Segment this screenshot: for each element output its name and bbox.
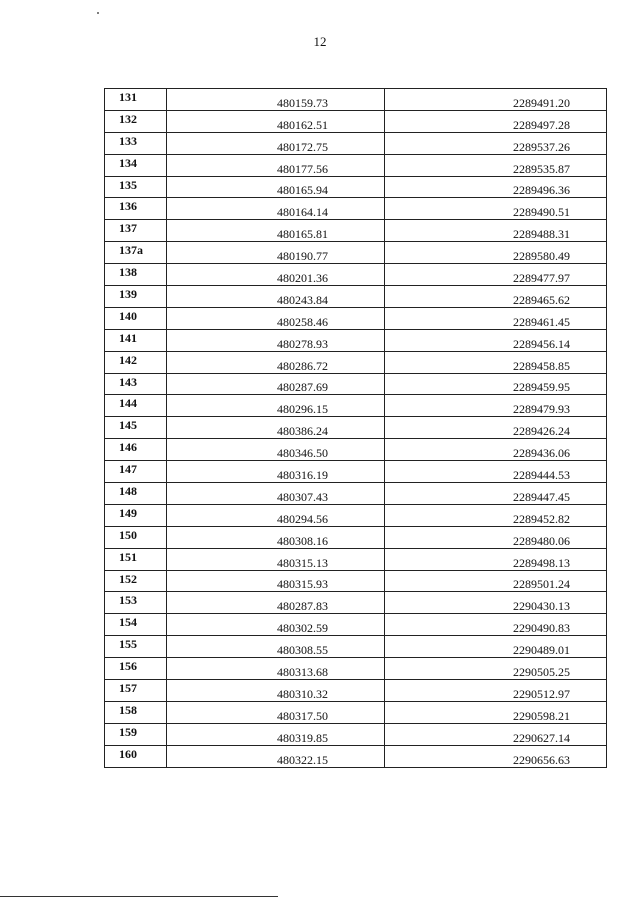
point-number: 134 bbox=[105, 154, 167, 176]
point-number: 137 bbox=[105, 220, 167, 242]
x-coordinate: 480287.69 bbox=[167, 373, 385, 395]
point-number: 148 bbox=[105, 483, 167, 505]
y-coordinate: 2289498.13 bbox=[385, 548, 607, 570]
point-number: 135 bbox=[105, 176, 167, 198]
y-coordinate: 2289426.24 bbox=[385, 417, 607, 439]
table-row bbox=[105, 242, 607, 264]
table-row bbox=[105, 89, 607, 111]
point-number: 154 bbox=[105, 614, 167, 636]
point-number: 145 bbox=[105, 417, 167, 439]
table-row bbox=[105, 526, 607, 548]
y-coordinate: 2289580.49 bbox=[385, 242, 607, 264]
table-row bbox=[105, 395, 607, 417]
table-row bbox=[105, 658, 607, 680]
x-coordinate: 480308.16 bbox=[167, 526, 385, 548]
y-coordinate: 2289496.36 bbox=[385, 176, 607, 198]
point-number: 137a bbox=[105, 242, 167, 264]
x-coordinate: 480177.56 bbox=[167, 154, 385, 176]
x-coordinate: 480346.50 bbox=[167, 439, 385, 461]
x-coordinate: 480287.83 bbox=[167, 592, 385, 614]
x-coordinate: 480294.56 bbox=[167, 504, 385, 526]
table-row bbox=[105, 351, 607, 373]
table-row bbox=[105, 570, 607, 592]
coordinates-table-body bbox=[105, 89, 607, 768]
x-coordinate: 480386.24 bbox=[167, 417, 385, 439]
y-coordinate: 2290430.13 bbox=[385, 592, 607, 614]
point-number: 152 bbox=[105, 570, 167, 592]
table-row bbox=[105, 417, 607, 439]
x-coordinate: 480317.50 bbox=[167, 701, 385, 723]
point-number: 153 bbox=[105, 592, 167, 614]
y-coordinate: 2290598.21 bbox=[385, 701, 607, 723]
table-row bbox=[105, 636, 607, 658]
table-row bbox=[105, 154, 607, 176]
point-number: 133 bbox=[105, 132, 167, 154]
point-number: 150 bbox=[105, 526, 167, 548]
y-coordinate: 2289537.26 bbox=[385, 132, 607, 154]
point-number: 151 bbox=[105, 548, 167, 570]
x-coordinate: 480201.36 bbox=[167, 264, 385, 286]
point-number: 141 bbox=[105, 329, 167, 351]
table-row bbox=[105, 483, 607, 505]
x-coordinate: 480313.68 bbox=[167, 658, 385, 680]
x-coordinate: 480286.72 bbox=[167, 351, 385, 373]
point-number: 131 bbox=[105, 89, 167, 111]
table-row bbox=[105, 548, 607, 570]
y-coordinate: 2289447.45 bbox=[385, 483, 607, 505]
table-row bbox=[105, 220, 607, 242]
y-coordinate: 2289479.93 bbox=[385, 395, 607, 417]
point-number: 132 bbox=[105, 110, 167, 132]
point-number: 144 bbox=[105, 395, 167, 417]
point-number: 156 bbox=[105, 658, 167, 680]
x-coordinate: 480162.51 bbox=[167, 110, 385, 132]
y-coordinate: 2290490.83 bbox=[385, 614, 607, 636]
y-coordinate: 2290512.97 bbox=[385, 680, 607, 702]
point-number: 149 bbox=[105, 504, 167, 526]
table-row bbox=[105, 307, 607, 329]
point-number: 160 bbox=[105, 745, 167, 767]
point-number: 158 bbox=[105, 701, 167, 723]
x-coordinate: 480308.55 bbox=[167, 636, 385, 658]
table-row bbox=[105, 198, 607, 220]
y-coordinate: 2290627.14 bbox=[385, 723, 607, 745]
y-coordinate: 2289491.20 bbox=[385, 89, 607, 111]
y-coordinate: 2290489.01 bbox=[385, 636, 607, 658]
point-number: 155 bbox=[105, 636, 167, 658]
table-row bbox=[105, 132, 607, 154]
point-number: 159 bbox=[105, 723, 167, 745]
table-row bbox=[105, 373, 607, 395]
table-row bbox=[105, 592, 607, 614]
table-row bbox=[105, 701, 607, 723]
y-coordinate: 2289436.06 bbox=[385, 439, 607, 461]
x-coordinate: 480278.93 bbox=[167, 329, 385, 351]
table-row bbox=[105, 461, 607, 483]
y-coordinate: 2289459.95 bbox=[385, 373, 607, 395]
x-coordinate: 480315.13 bbox=[167, 548, 385, 570]
table-row bbox=[105, 286, 607, 308]
y-coordinate: 2289461.45 bbox=[385, 307, 607, 329]
x-coordinate: 480165.81 bbox=[167, 220, 385, 242]
point-number: 140 bbox=[105, 307, 167, 329]
table-row bbox=[105, 110, 607, 132]
point-number: 142 bbox=[105, 351, 167, 373]
point-number: 138 bbox=[105, 264, 167, 286]
x-coordinate: 480307.43 bbox=[167, 483, 385, 505]
y-coordinate: 2289477.97 bbox=[385, 264, 607, 286]
x-coordinate: 480315.93 bbox=[167, 570, 385, 592]
x-coordinate: 480243.84 bbox=[167, 286, 385, 308]
y-coordinate: 2289535.87 bbox=[385, 154, 607, 176]
table-row bbox=[105, 329, 607, 351]
scan-speck bbox=[97, 12, 99, 14]
y-coordinate: 2289488.31 bbox=[385, 220, 607, 242]
coordinates-table bbox=[104, 88, 607, 768]
x-coordinate: 480316.19 bbox=[167, 461, 385, 483]
table-row bbox=[105, 723, 607, 745]
point-number: 143 bbox=[105, 373, 167, 395]
y-coordinate: 2289465.62 bbox=[385, 286, 607, 308]
point-number: 147 bbox=[105, 461, 167, 483]
x-coordinate: 480310.32 bbox=[167, 680, 385, 702]
y-coordinate: 2289456.14 bbox=[385, 329, 607, 351]
page-number: 12 bbox=[313, 34, 327, 49]
y-coordinate: 2289458.85 bbox=[385, 351, 607, 373]
table-row bbox=[105, 439, 607, 461]
table-row bbox=[105, 614, 607, 636]
y-coordinate: 2289497.28 bbox=[385, 110, 607, 132]
y-coordinate: 2289480.06 bbox=[385, 526, 607, 548]
x-coordinate: 480164.14 bbox=[167, 198, 385, 220]
y-coordinate: 2289452.82 bbox=[385, 504, 607, 526]
point-number: 157 bbox=[105, 680, 167, 702]
y-coordinate: 2290505.25 bbox=[385, 658, 607, 680]
y-coordinate: 2289444.53 bbox=[385, 461, 607, 483]
y-coordinate: 2289490.51 bbox=[385, 198, 607, 220]
x-coordinate: 480302.59 bbox=[167, 614, 385, 636]
footer-rule bbox=[0, 896, 278, 897]
x-coordinate: 480165.94 bbox=[167, 176, 385, 198]
x-coordinate: 480190.77 bbox=[167, 242, 385, 264]
x-coordinate: 480159.73 bbox=[167, 89, 385, 111]
x-coordinate: 480296.15 bbox=[167, 395, 385, 417]
x-coordinate: 480258.46 bbox=[167, 307, 385, 329]
table-row bbox=[105, 504, 607, 526]
table-row bbox=[105, 680, 607, 702]
point-number: 139 bbox=[105, 286, 167, 308]
table-row bbox=[105, 264, 607, 286]
table-row bbox=[105, 745, 607, 767]
point-number: 146 bbox=[105, 439, 167, 461]
x-coordinate: 480319.85 bbox=[167, 723, 385, 745]
point-number: 136 bbox=[105, 198, 167, 220]
table-row bbox=[105, 176, 607, 198]
y-coordinate: 2290656.63 bbox=[385, 745, 607, 767]
x-coordinate: 480322.15 bbox=[167, 745, 385, 767]
y-coordinate: 2289501.24 bbox=[385, 570, 607, 592]
x-coordinate: 480172.75 bbox=[167, 132, 385, 154]
